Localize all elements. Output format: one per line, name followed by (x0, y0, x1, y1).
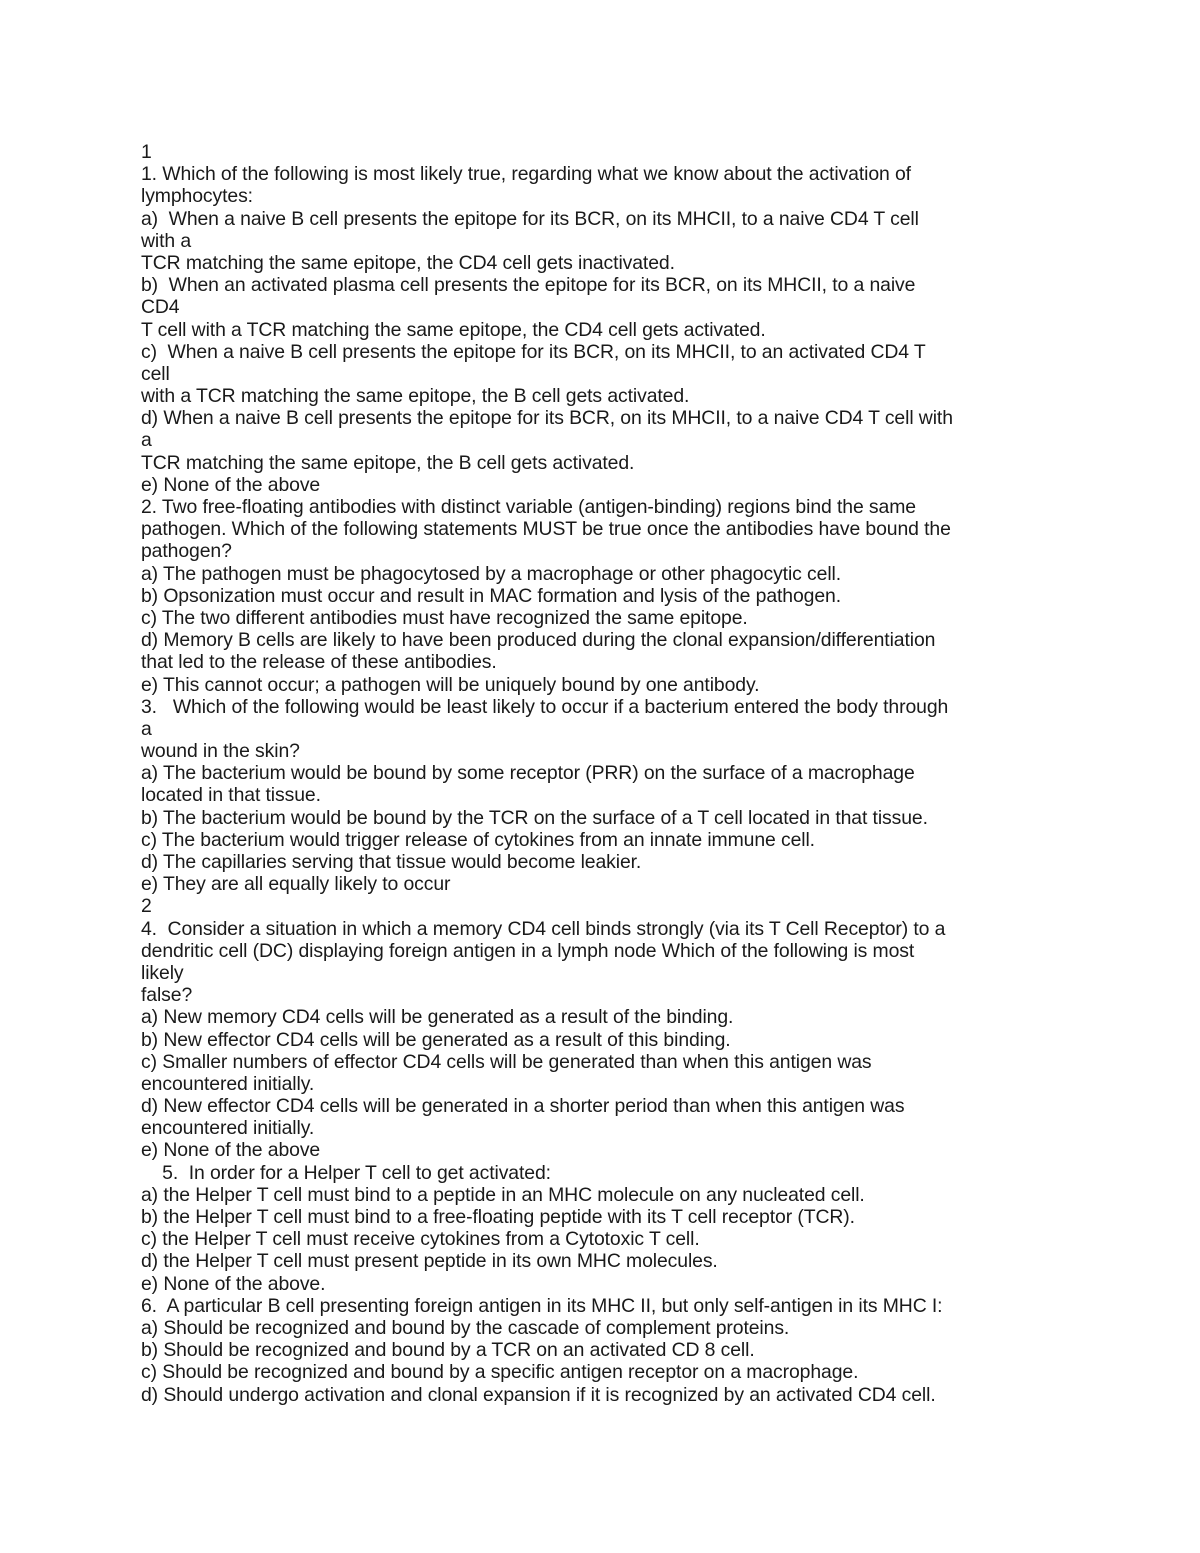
text-line: e) They are all equally likely to occur (141, 873, 451, 896)
text-line: c) The bacterium would trigger release of cytokines from an innate immune cell. (141, 828, 815, 851)
text-line: 1. Which of the following is most likely true, regarding what we know about the activation of (141, 163, 911, 186)
text-line: c) The two different antibodies must have recognized the same epitope. (141, 606, 748, 629)
text-line: e) This cannot occur; a pathogen will be uniquely bound by one antibody. (141, 673, 760, 696)
text-line: dendritic cell (DC) displaying foreign antigen in a lymph node Which of the following is most (141, 939, 915, 962)
text-line: 2. Two free-floating antibodies with distinct variable (antigen-binding) regions bind the same (141, 496, 916, 518)
text-line: encountered initially. (141, 1072, 315, 1095)
text-line: c) the Helper T cell must receive cytokines from a Cytotoxic T cell. (141, 1228, 700, 1251)
text-line: d) Memory B cells are likely to have been produced during the clonal expansion/differentiation (141, 629, 936, 652)
text-line: that led to the release of these antibodies. (141, 651, 497, 674)
text-line: located in that tissue. (141, 784, 321, 807)
text-line: 3. Which of the following would be least likely to occur if a bacterium entered the body through (141, 695, 949, 718)
text-line: pathogen? (141, 540, 232, 563)
text-line: wound in the skin? (141, 740, 300, 763)
text-line: lymphocytes: (141, 185, 253, 208)
text-line: a) The bacterium would be bound by some receptor (PRR) on the surface of a macrophage (141, 762, 915, 785)
text-line: d) Should undergo activation and clonal expansion if it is recognized by an activated CD4 cell. (141, 1383, 936, 1406)
text-line: 2 (141, 895, 152, 918)
text-line: TCR matching the same epitope, the B cell gets activated. (141, 451, 635, 474)
text-line: c) Smaller numbers of effector CD4 cells will be generated than when this antigen was (141, 1050, 872, 1073)
text-line: encountered initially. (141, 1117, 315, 1140)
text-line: e) None of the above. (141, 1272, 326, 1295)
document-text (141, 141, 1071, 1406)
text-line: likely (141, 961, 184, 984)
text-line: 6. A particular B cell presenting foreign antigen in its MHC II, but only self-antigen in its MHC I: (141, 1294, 943, 1317)
text-line: b) the Helper T cell must bind to a free-floating peptide with its T cell receptor (TCR). (141, 1206, 855, 1228)
text-line: c) When a naive B cell presents the epitope for its BCR, on its MHCII, to an activated CD4 T (141, 340, 926, 363)
text-line: b) The bacterium would be bound by the TCR on the surface of a T cell located in that tissue. (141, 806, 928, 829)
text-line: d) the Helper T cell must present peptide in its own MHC molecules. (141, 1250, 718, 1273)
text-line: b) New effector CD4 cells will be generated as a result of this binding. (141, 1028, 731, 1051)
text-line: e) None of the above (141, 473, 321, 496)
text-line: pathogen. Which of the following statements MUST be true once the antibodies have bound the (141, 518, 951, 541)
text-line: with a TCR matching the same epitope, the B cell gets activated. (141, 385, 690, 408)
text-line: T cell with a TCR matching the same epitope, the CD4 cell gets activated. (141, 318, 766, 341)
text-line: c) Should be recognized and bound by a specific antigen receptor on a macrophage. (141, 1361, 859, 1384)
text-line: a) the Helper T cell must bind to a peptide in an MHC molecule on any nucleated cell. (141, 1183, 865, 1206)
text-line: a) Should be recognized and bound by the cascade of complement proteins. (141, 1316, 790, 1339)
text-line: CD4 (141, 296, 180, 319)
text-line: d) The capillaries serving that tissue would become leakier. (141, 851, 642, 873)
text-line: b) Opsonization must occur and result in MAC formation and lysis of the pathogen. (141, 584, 842, 607)
text-line: a) The pathogen must be phagocytosed by a macrophage or other phagocytic cell. (141, 562, 842, 585)
text-line: d) When a naive B cell presents the epitope for its BCR, on its MHCII, to a naive CD4 T cell with (141, 407, 953, 430)
text-line: false? (141, 984, 193, 1007)
text-line: cell (141, 362, 170, 385)
text-line: b) When an activated plasma cell presents the epitope for its BCR, on its MHCII, to a naive (141, 274, 916, 297)
text-line: 4. Consider a situation in which a memory CD4 cell binds strongly (via its T Cell Receptor) to a (141, 917, 946, 940)
text-line: a) When a naive B cell presents the epitope for its BCR, on its MHCII, to a naive CD4 T cell (141, 207, 919, 230)
text-line: a (141, 429, 152, 452)
text-line: a (141, 717, 152, 740)
text-line: 5. In order for a Helper T cell to get activated: (141, 1161, 551, 1184)
text-line: 1 (141, 141, 152, 163)
text-line: TCR matching the same epitope, the CD4 cell gets inactivated. (141, 251, 675, 274)
text-line: e) None of the above (141, 1139, 321, 1162)
text-line: d) New effector CD4 cells will be generated in a shorter period than when this antigen was (141, 1095, 905, 1118)
text-line: with a (141, 229, 192, 252)
text-line: b) Should be recognized and bound by a TCR on an activated CD 8 cell. (141, 1339, 755, 1362)
text-line: a) New memory CD4 cells will be generated as a result of the binding. (141, 1006, 734, 1029)
